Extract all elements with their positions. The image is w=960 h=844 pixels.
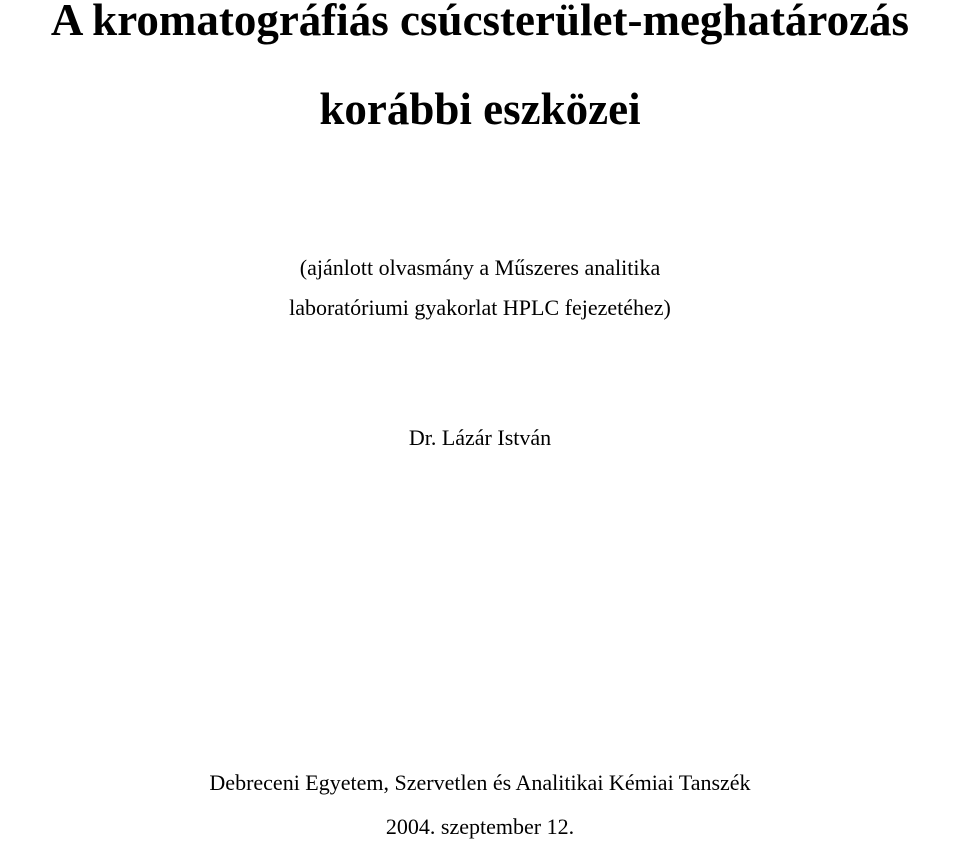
institution-name: Debreceni Egyetem, Szervetlen és Analitikai Kémiai Tanszék: [209, 770, 751, 795]
document-title-line-1: A kromatográfiás csúcsterület-meghatározás: [50, 0, 910, 45]
document-title-line-2: korábbi eszközei: [319, 84, 641, 134]
reading-note-line-2: laboratóriumi gyakorlat HPLC fejezetéhez): [289, 295, 671, 320]
document-date: 2004. szeptember 12.: [385, 814, 575, 839]
reading-note-line-1: (ajánlott olvasmány a Műszeres analitika: [299, 255, 661, 280]
author-name: Dr. Lázár István: [408, 425, 552, 450]
